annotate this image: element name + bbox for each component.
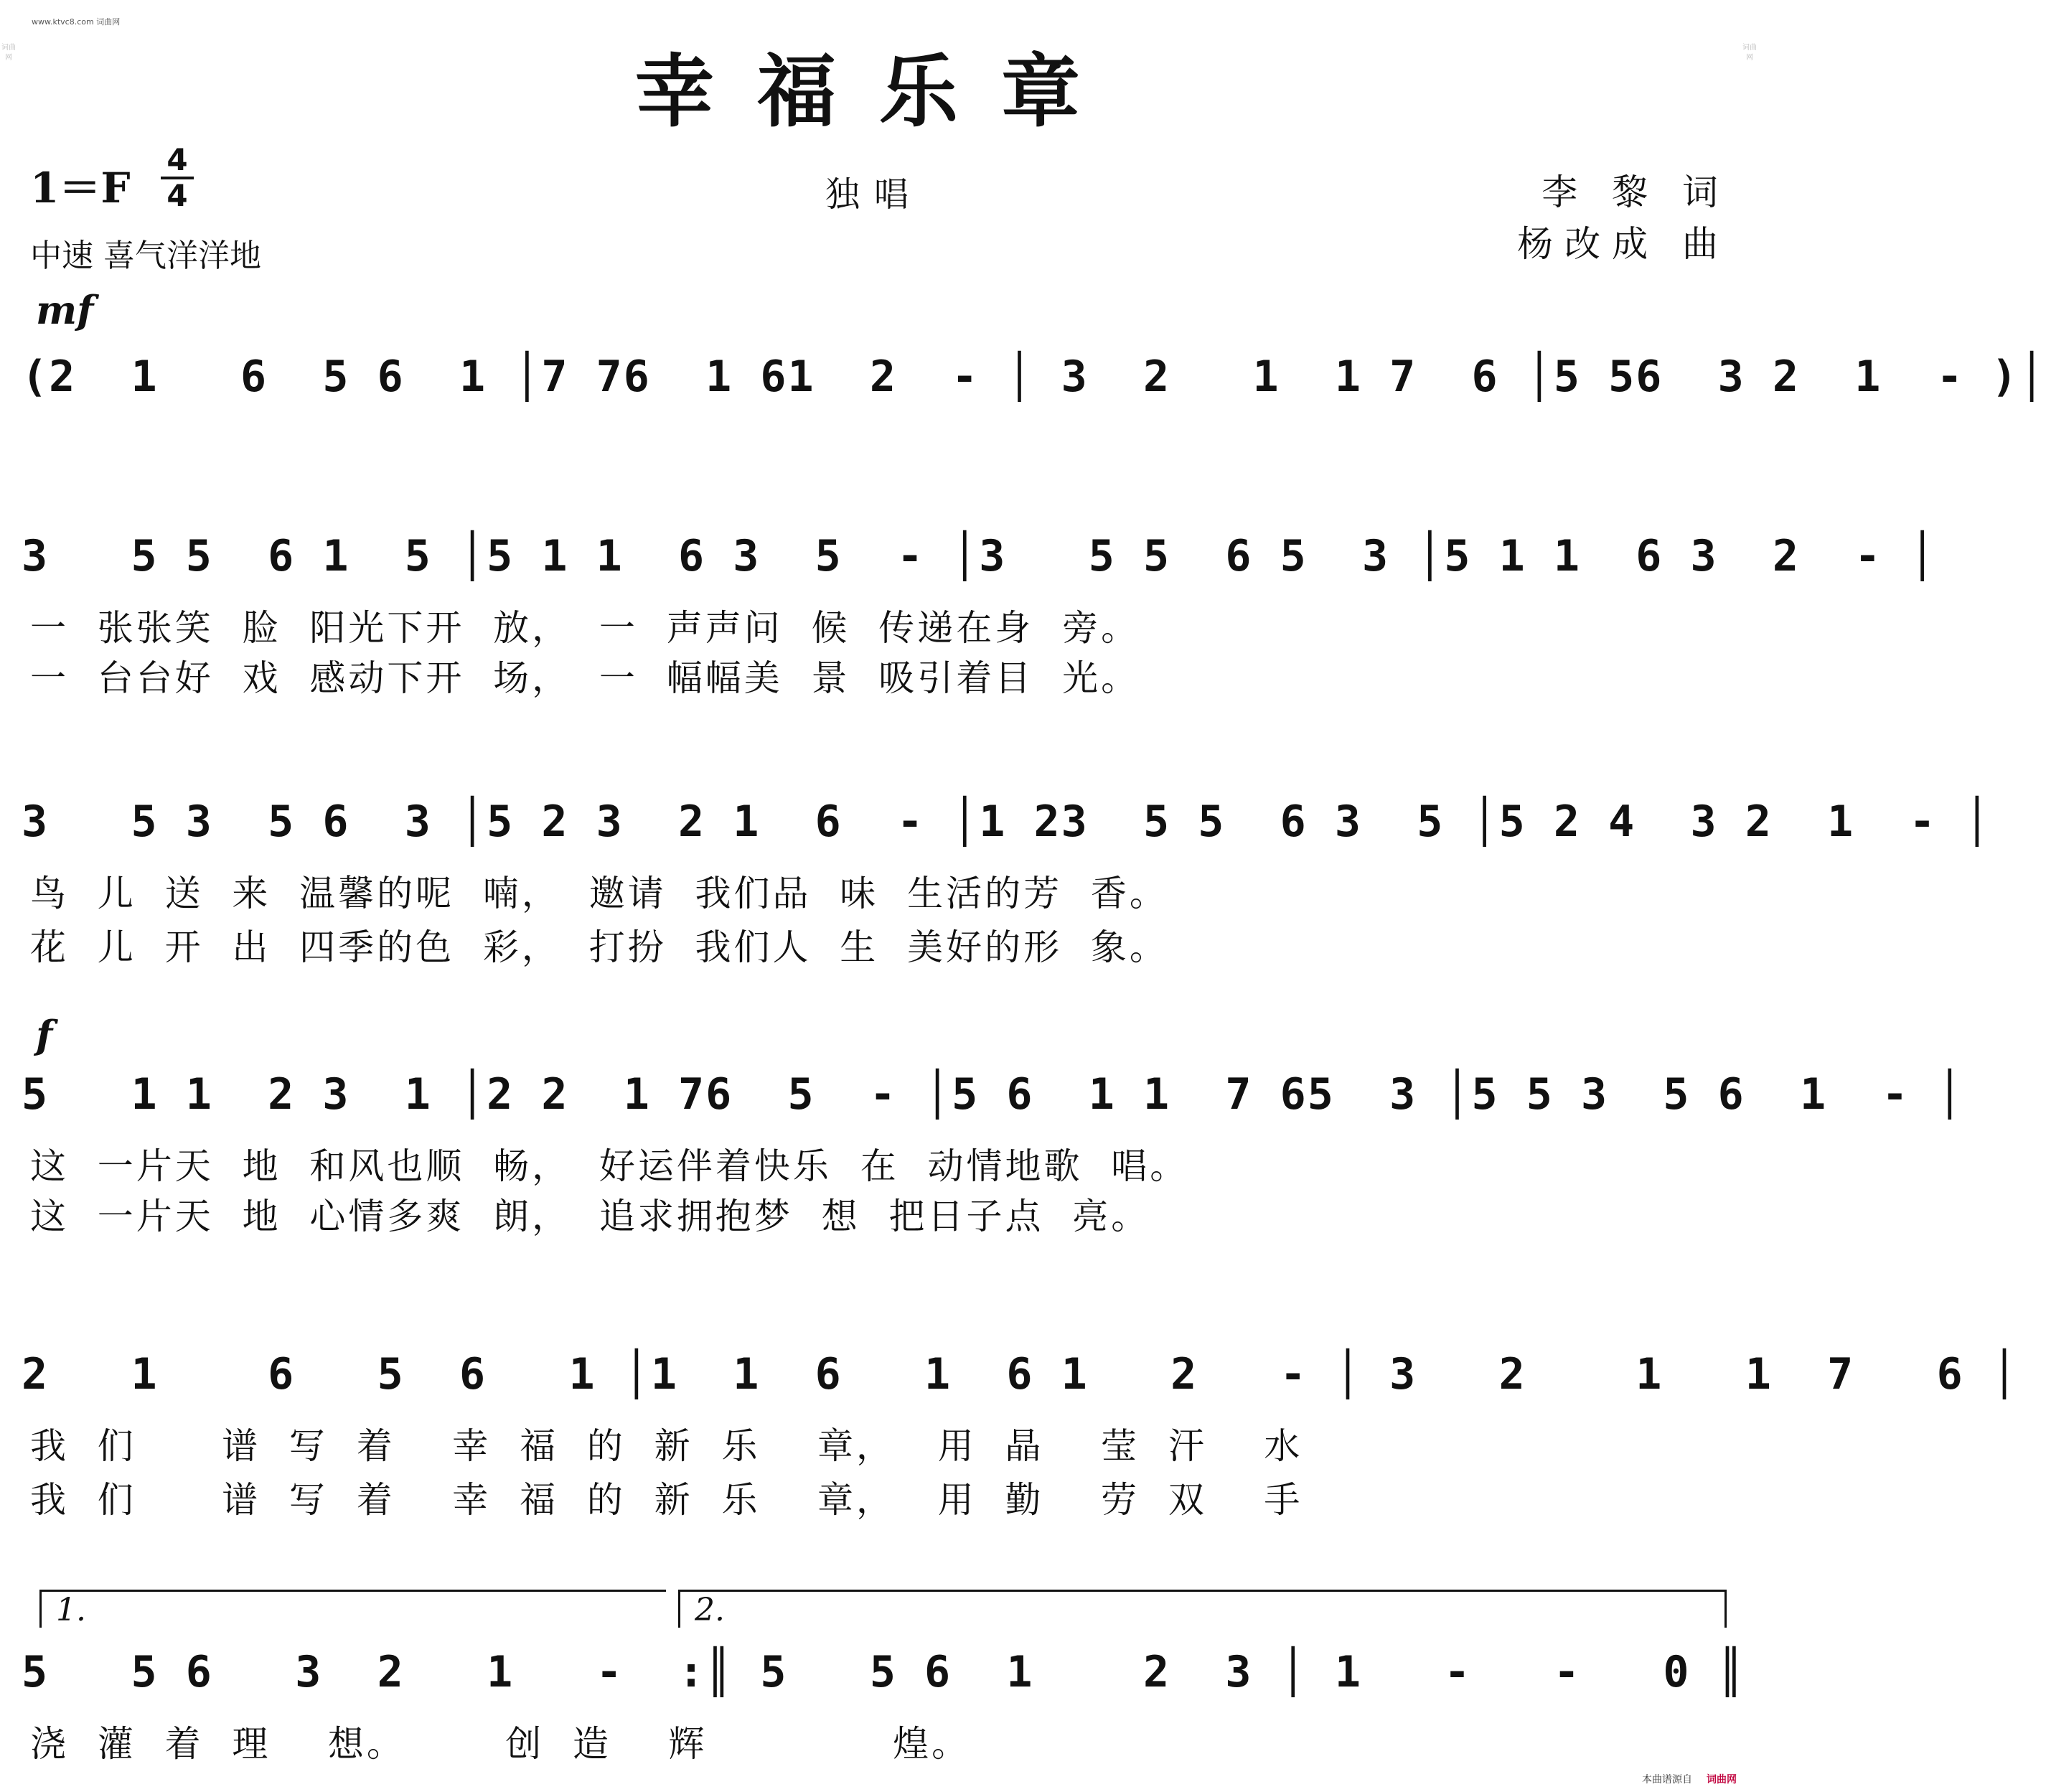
- notation-line-3: [22, 1055, 1964, 1134]
- volta-first-ending: [39, 1590, 666, 1628]
- time-signature: [159, 144, 195, 212]
- lyrics-verse1: 一 张张笑 脸 阳光下开 放， 一 声声问 候 传递在身 旁。: [30, 607, 1140, 649]
- volta-label: 2.: [695, 1592, 725, 1628]
- footer-label: 本曲谱源自: [1642, 1774, 1692, 1786]
- notes: 5 1 1 2 3 1 │2 2 1 76 5 - │5 6 1 1 7 65 3 │5 5 3 5 6 1 - │: [22, 1069, 1964, 1120]
- lyrics-verse1: 这 一片天 地 和风也顺 畅， 好运伴着快乐 在 动情地歌 唱。: [30, 1145, 1189, 1187]
- notes: 5 5 6 3 2 1 - :║ 5 5 6 1 2 3 │ 1 - - 0 ║: [22, 1647, 1745, 1697]
- key-signature: 1＝F: [30, 164, 131, 212]
- lyrics-verse2: 一 台台好 戏 感动下开 场， 一 幅幅美 景 吸引着目 光。: [30, 657, 1140, 699]
- notation-line-1: [22, 517, 1937, 596]
- composer-credit: 杨改成 曲: [1517, 223, 1730, 265]
- watermark: www.ktvc8.com 词曲网: [32, 17, 121, 27]
- performance-type: 独唱: [825, 174, 924, 215]
- volta-label: 1.: [56, 1592, 86, 1628]
- notation-line-2: [22, 782, 1991, 861]
- notation-line-intro: [22, 337, 2046, 416]
- song-title: 幸福乐章: [635, 45, 1123, 138]
- dynamic-f: f: [36, 1012, 53, 1058]
- notes: 3 5 5 6 1 5 │5 1 1 6 3 5 - │3 5 5 6 5 3 │5 1 1 6 3 2 - │: [22, 531, 1937, 581]
- dynamic-mf: mf: [36, 287, 94, 333]
- lyrics-verse1: 浇 灌 着 理 想。 创 造 辉 煌。: [30, 1723, 971, 1765]
- lyricist-credit: 李 黎 词: [1541, 172, 1730, 213]
- notes: 3 5 3 5 6 3 │5 2 3 2 1 6 - │1 23 5 5 6 3 5 │5 2 4 3 2 1 - │: [22, 797, 1991, 847]
- notation-line-4: [22, 1335, 2019, 1414]
- lyrics-verse1: 鸟 儿 送 来 温馨的呢 喃， 邀请 我们品 味 生活的芳 香。: [30, 873, 1168, 914]
- lyrics-verse2: 花 儿 开 出 四季的色 彩， 打扮 我们人 生 美好的形 象。: [30, 927, 1168, 968]
- notation-line-5: [22, 1633, 1745, 1712]
- footer-credit: [1642, 1772, 1737, 1786]
- time-signature-top: 4: [166, 142, 188, 177]
- notes: 2 1 6 5 6 1 │1 1 6 1 6 1 2 - │ 3 2 1 1 7 6 │: [22, 1349, 2019, 1399]
- notes: (2 1 6 5 6 1 │7 76 1 61 2 - │ 3 2 1 1 7 6 │5 56 3 2 1 - )│: [22, 352, 2046, 402]
- lyrics-verse1: 我 们 谱 写 着 幸 福 的 新 乐 章， 用 晶 莹 汗 水: [30, 1425, 1303, 1467]
- footer-brand: 词曲网: [1707, 1774, 1737, 1786]
- volta-second-ending: [678, 1590, 1727, 1628]
- tempo-marking: 中速 喜气洋洋地: [30, 238, 261, 274]
- lyrics-verse2: 这 一片天 地 心情多爽 朗， 追求拥抱梦 想 把日子点 亮。: [30, 1196, 1150, 1237]
- lyrics-verse2: 我 们 谱 写 着 幸 福 的 新 乐 章， 用 勤 劳 双 手: [30, 1479, 1303, 1521]
- side-watermark: 词曲网: [1, 44, 16, 62]
- side-watermark: 词曲网: [1742, 44, 1757, 62]
- time-signature-bottom: 4: [166, 178, 188, 213]
